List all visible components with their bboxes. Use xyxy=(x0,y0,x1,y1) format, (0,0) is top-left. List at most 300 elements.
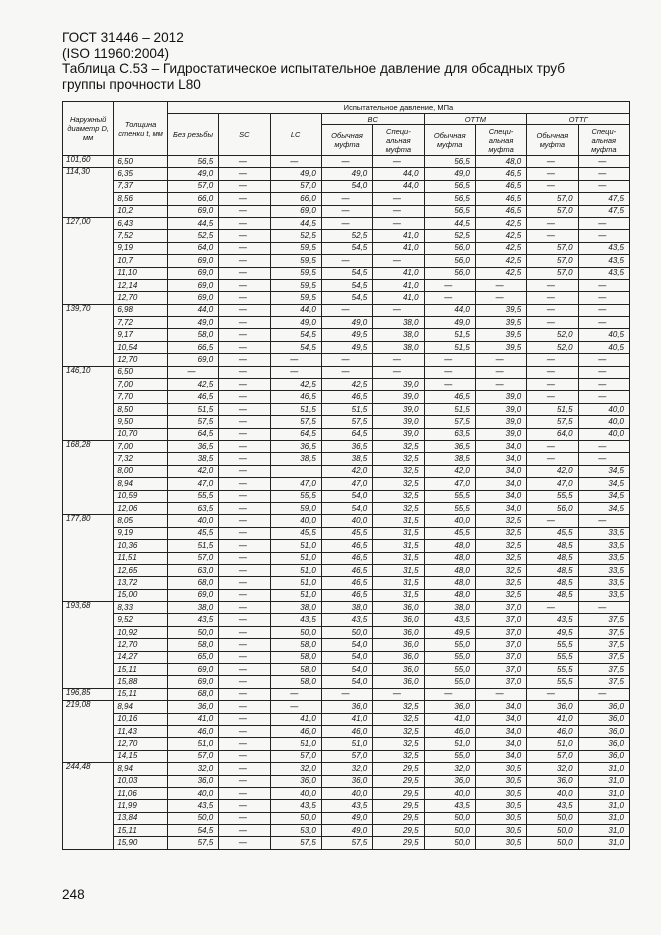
pressure-cell: 43,5 xyxy=(527,800,578,812)
pressure-cell: — xyxy=(270,366,321,378)
wall-thickness-cell: 6,43 xyxy=(114,217,167,229)
pressure-cell: 43,5 xyxy=(270,800,321,812)
pressure-cell: 59,5 xyxy=(270,242,321,254)
pressure-cell: 38,5 xyxy=(270,453,321,465)
pressure-cell: — xyxy=(219,701,270,713)
pressure-cell: — xyxy=(219,428,270,440)
pressure-cell: — xyxy=(527,279,578,291)
pressure-cell: 44,5 xyxy=(270,217,321,229)
pressure-cell: — xyxy=(578,180,629,192)
pressure-cell: 55,5 xyxy=(527,651,578,663)
pressure-cell: — xyxy=(527,366,578,378)
pressure-cell: 55,5 xyxy=(527,490,578,502)
table-row xyxy=(63,168,630,180)
pressure-cell: 69,0 xyxy=(270,205,321,217)
table-row xyxy=(63,787,630,799)
pressure-cell: 42,5 xyxy=(475,242,526,254)
pressure-cell: 40,0 xyxy=(270,515,321,527)
pressure-cell: — xyxy=(219,242,270,254)
pressure-cell: 41,0 xyxy=(527,713,578,725)
pressure-cell: 58,0 xyxy=(270,651,321,663)
pressure-cell: — xyxy=(527,317,578,329)
table-row xyxy=(63,193,630,205)
pressure-cell: 51,0 xyxy=(424,738,475,750)
pressure-cell: 52,0 xyxy=(527,341,578,353)
pressure-cell: — xyxy=(321,193,372,205)
pressure-cell: — xyxy=(219,255,270,267)
pressure-cell: 37,0 xyxy=(475,626,526,638)
pressure-cell: 38,0 xyxy=(373,341,424,353)
pressure-cell: 57,5 xyxy=(270,416,321,428)
header-bc-special: Специ- альная муфта xyxy=(373,125,424,156)
pressure-cell: 55,0 xyxy=(424,639,475,651)
table-row xyxy=(63,639,630,651)
pressure-cell: — xyxy=(578,156,629,168)
pressure-cell: 44,0 xyxy=(373,180,424,192)
table-row xyxy=(63,602,630,614)
wall-thickness-cell: 15,00 xyxy=(114,589,167,601)
pressure-cell: 50,0 xyxy=(270,626,321,638)
pressure-cell: — xyxy=(321,304,372,316)
pressure-cell: 51,5 xyxy=(424,403,475,415)
pressure-cell: 29,5 xyxy=(373,837,424,849)
pressure-cell: 46,5 xyxy=(475,168,526,180)
pressure-cell: 43,5 xyxy=(167,800,218,812)
table-row xyxy=(63,750,630,762)
pressure-cell: 64,5 xyxy=(321,428,372,440)
pressure-cell: 57,0 xyxy=(527,205,578,217)
wall-thickness-cell: 7,72 xyxy=(114,317,167,329)
table-row xyxy=(63,416,630,428)
pressure-cell: — xyxy=(527,602,578,614)
table-row xyxy=(63,478,630,490)
pressure-cell: 49,0 xyxy=(321,825,372,837)
pressure-cell: 49,0 xyxy=(424,168,475,180)
pressure-cell: 51,0 xyxy=(270,577,321,589)
wall-thickness-cell: 9,19 xyxy=(114,242,167,254)
pressure-cell: 54,0 xyxy=(321,490,372,502)
pressure-cell: 47,0 xyxy=(527,478,578,490)
pressure-cell: 39,0 xyxy=(475,403,526,415)
pressure-cell: 30,5 xyxy=(475,787,526,799)
pressure-cell: 29,5 xyxy=(373,775,424,787)
pressure-cell: 32,0 xyxy=(527,763,578,775)
table-row xyxy=(63,763,630,775)
pressure-cell: 42,5 xyxy=(321,379,372,391)
pressure-cell: 34,0 xyxy=(475,713,526,725)
pressure-cell: 43,5 xyxy=(167,614,218,626)
pressure-cell: 36,5 xyxy=(167,440,218,452)
pressure-cell: 65,0 xyxy=(167,651,218,663)
pressure-cell: — xyxy=(219,800,270,812)
pressure-cell: 55,0 xyxy=(424,750,475,762)
table-row xyxy=(63,465,630,477)
pressure-cell: — xyxy=(527,217,578,229)
pressure-cell: — xyxy=(219,614,270,626)
pressure-cell: 47,0 xyxy=(321,478,372,490)
pressure-cell: 52,5 xyxy=(321,230,372,242)
pressure-cell: 40,0 xyxy=(578,416,629,428)
pressure-cell: 69,0 xyxy=(167,292,218,304)
wall-thickness-cell: 10,70 xyxy=(114,428,167,440)
pressure-cell: 32,5 xyxy=(475,589,526,601)
pressure-cell: 49,5 xyxy=(321,329,372,341)
table-row xyxy=(63,626,630,638)
pressure-cell: 31,0 xyxy=(578,800,629,812)
pressure-cell: 52,5 xyxy=(424,230,475,242)
pressure-cell: 36,0 xyxy=(527,775,578,787)
pressure-cell: 66,0 xyxy=(167,193,218,205)
pressure-cell: — xyxy=(219,230,270,242)
pressure-cell: 52,5 xyxy=(167,230,218,242)
pressure-cell: 32,5 xyxy=(373,750,424,762)
pressure-cell: 36,0 xyxy=(578,701,629,713)
pressure-cell: 45,5 xyxy=(527,527,578,539)
header-bc-regular: Обычная муфта xyxy=(321,125,372,156)
pressure-cell: 31,5 xyxy=(373,577,424,589)
header-ottg-regular: Обычная муфта xyxy=(527,125,578,156)
table-row xyxy=(63,242,630,254)
wall-thickness-cell: 12,70 xyxy=(114,738,167,750)
table-row xyxy=(63,812,630,824)
pressure-cell: 41,0 xyxy=(373,267,424,279)
pressure-cell: 64,5 xyxy=(167,428,218,440)
pressure-cell: 40,0 xyxy=(321,787,372,799)
pressure-cell: 50,0 xyxy=(167,626,218,638)
pressure-cell: — xyxy=(475,366,526,378)
pressure-cell: 43,5 xyxy=(424,614,475,626)
pressure-cell: 57,0 xyxy=(321,750,372,762)
pressure-cell: 46,5 xyxy=(167,391,218,403)
pressure-cell: 57,5 xyxy=(321,837,372,849)
wall-thickness-cell: 7,00 xyxy=(114,440,167,452)
pressure-cell: 58,0 xyxy=(270,676,321,688)
wall-thickness-cell: 8,94 xyxy=(114,478,167,490)
diameter-cell: 168,28 xyxy=(63,440,114,514)
pressure-cell: — xyxy=(219,527,270,539)
pressure-cell: — xyxy=(219,478,270,490)
pressure-cell: 30,5 xyxy=(475,775,526,787)
pressure-cell: — xyxy=(167,366,218,378)
pressure-cell: 55,0 xyxy=(424,664,475,676)
pressure-cell: 51,0 xyxy=(270,564,321,576)
pressure-cell: 55,5 xyxy=(527,664,578,676)
pressure-cell: — xyxy=(373,255,424,267)
pressure-cell: — xyxy=(219,763,270,775)
pressure-cell: 31,0 xyxy=(578,787,629,799)
pressure-cell: 37,0 xyxy=(475,651,526,663)
pressure-cell: 51,5 xyxy=(424,341,475,353)
pressure-cell: 63,5 xyxy=(167,502,218,514)
pressure-cell: 38,0 xyxy=(373,329,424,341)
pressure-cell: 37,5 xyxy=(578,639,629,651)
table-row xyxy=(63,205,630,217)
pressure-cell: — xyxy=(373,304,424,316)
pressure-cell: 49,0 xyxy=(167,317,218,329)
pressure-cell: 43,5 xyxy=(527,614,578,626)
pressure-cell: 37,5 xyxy=(578,626,629,638)
wall-thickness-cell: 9,19 xyxy=(114,527,167,539)
pressure-cell: — xyxy=(373,354,424,366)
iso-reference: (ISO 11960:2004) xyxy=(62,45,170,61)
pressure-cell: 45,5 xyxy=(424,527,475,539)
pressure-cell: 57,0 xyxy=(167,552,218,564)
pressure-cell: 57,0 xyxy=(527,267,578,279)
pressure-cell: — xyxy=(219,602,270,614)
diameter-cell: 114,30 xyxy=(63,168,114,218)
pressure-cell: 68,0 xyxy=(167,577,218,589)
pressure-cell: 34,0 xyxy=(475,465,526,477)
pressure-cell: 59,5 xyxy=(270,255,321,267)
pressure-cell: — xyxy=(578,440,629,452)
pressure-cell: — xyxy=(578,391,629,403)
pressure-cell: 32,5 xyxy=(475,552,526,564)
pressure-cell: — xyxy=(373,156,424,168)
pressure-cell: — xyxy=(578,304,629,316)
diameter-cell: 127,00 xyxy=(63,217,114,304)
pressure-cell: 57,0 xyxy=(270,180,321,192)
pressure-cell: 34,5 xyxy=(578,478,629,490)
wall-thickness-cell: 10,2 xyxy=(114,205,167,217)
wall-thickness-cell: 8,94 xyxy=(114,763,167,775)
pressure-cell: — xyxy=(219,366,270,378)
table-row xyxy=(63,379,630,391)
table-row xyxy=(63,725,630,737)
pressure-cell: 42,5 xyxy=(167,379,218,391)
pressure-cell: 36,0 xyxy=(578,725,629,737)
pressure-cell: 34,0 xyxy=(475,453,526,465)
pressure-cell: 34,0 xyxy=(475,502,526,514)
table-row xyxy=(63,341,630,353)
pressure-cell: 50,0 xyxy=(424,812,475,824)
pressure-cell: 36,0 xyxy=(373,664,424,676)
pressure-cell: 30,5 xyxy=(475,763,526,775)
table-row xyxy=(63,255,630,267)
table-row xyxy=(63,230,630,242)
pressure-cell: 59,5 xyxy=(270,279,321,291)
pressure-cell: 45,5 xyxy=(167,527,218,539)
pressure-cell: 44,0 xyxy=(424,304,475,316)
pressure-cell: 41,0 xyxy=(373,242,424,254)
pressure-cell: 31,0 xyxy=(578,825,629,837)
pressure-cell: 48,5 xyxy=(527,577,578,589)
pressure-cell: — xyxy=(219,379,270,391)
pressure-cell: 40,0 xyxy=(578,428,629,440)
pressure-cell: — xyxy=(578,217,629,229)
wall-thickness-cell: 15,11 xyxy=(114,664,167,676)
pressure-cell: 41,0 xyxy=(373,292,424,304)
pressure-cell: 46,5 xyxy=(321,391,372,403)
pressure-cell: 46,0 xyxy=(167,725,218,737)
pressure-cell: — xyxy=(578,515,629,527)
pressure-cell: — xyxy=(219,156,270,168)
pressure-cell: 33,5 xyxy=(578,564,629,576)
pressure-cell: — xyxy=(527,168,578,180)
pressure-cell: 66,0 xyxy=(270,193,321,205)
pressure-cell: 34,5 xyxy=(578,465,629,477)
pressure-cell: 32,5 xyxy=(373,465,424,477)
wall-thickness-cell: 10,59 xyxy=(114,490,167,502)
pressure-cell: 44,5 xyxy=(424,217,475,229)
pressure-cell: — xyxy=(219,193,270,205)
pressure-cell: 38,5 xyxy=(424,453,475,465)
table-row xyxy=(63,267,630,279)
pressure-cell: 36,0 xyxy=(373,614,424,626)
pressure-cell: — xyxy=(578,453,629,465)
pressure-cell: 39,0 xyxy=(373,403,424,415)
pressure-cell: 49,0 xyxy=(321,812,372,824)
pressure-cell: — xyxy=(219,639,270,651)
pressure-cell: 59,5 xyxy=(270,292,321,304)
diameter-cell: 219,08 xyxy=(63,701,114,763)
diameter-cell: 193,68 xyxy=(63,602,114,689)
pressure-cell: 38,0 xyxy=(321,602,372,614)
wall-thickness-cell: 12,70 xyxy=(114,639,167,651)
pressure-cell: — xyxy=(219,589,270,601)
pressure-cell: — xyxy=(578,279,629,291)
wall-thickness-cell: 8,00 xyxy=(114,465,167,477)
table-row xyxy=(63,366,630,378)
pressure-cell: — xyxy=(219,787,270,799)
pressure-cell: 46,5 xyxy=(321,540,372,552)
pressure-cell: 57,0 xyxy=(527,750,578,762)
pressure-cell: 49,0 xyxy=(270,317,321,329)
pressure-cell: 48,5 xyxy=(527,540,578,552)
pressure-cell: 36,0 xyxy=(373,626,424,638)
pressure-cell: 46,5 xyxy=(475,180,526,192)
pressure-cell: — xyxy=(219,341,270,353)
pressure-cell: 49,5 xyxy=(321,341,372,353)
pressure-cell: 39,0 xyxy=(475,428,526,440)
pressure-cell: — xyxy=(219,812,270,824)
pressure-cell: 31,5 xyxy=(373,552,424,564)
pressure-cell: 49,0 xyxy=(270,168,321,180)
table-row xyxy=(63,651,630,663)
pressure-cell: 42,0 xyxy=(527,465,578,477)
pressure-cell: 40,0 xyxy=(167,787,218,799)
pressure-cell: 46,5 xyxy=(475,193,526,205)
pressure-cell: — xyxy=(219,725,270,737)
table-row xyxy=(63,701,630,713)
pressure-cell: 54,5 xyxy=(270,329,321,341)
pressure-cell: 50,0 xyxy=(167,812,218,824)
pressure-cell: 50,0 xyxy=(321,626,372,638)
wall-thickness-cell: 8,05 xyxy=(114,515,167,527)
table-row xyxy=(63,564,630,576)
pressure-cell: 32,5 xyxy=(475,527,526,539)
pressure-cell: 58,0 xyxy=(167,639,218,651)
pressure-cell: 46,5 xyxy=(321,577,372,589)
table-row xyxy=(63,317,630,329)
pressure-cell: — xyxy=(424,366,475,378)
wall-thickness-cell: 6,35 xyxy=(114,168,167,180)
pressure-cell: 37,5 xyxy=(578,664,629,676)
pressure-cell: — xyxy=(219,713,270,725)
pressure-cell: 51,0 xyxy=(270,589,321,601)
wall-thickness-cell: 8,50 xyxy=(114,403,167,415)
pressure-cell: 55,5 xyxy=(424,490,475,502)
pressure-cell: — xyxy=(219,416,270,428)
pressure-cell: 36,0 xyxy=(578,750,629,762)
pressure-cell: — xyxy=(219,688,270,700)
table-row xyxy=(63,180,630,192)
pressure-cell: 57,0 xyxy=(167,750,218,762)
table-row xyxy=(63,292,630,304)
pressure-cell: 31,5 xyxy=(373,515,424,527)
pressure-cell: — xyxy=(219,540,270,552)
header-diameter: Наружный диаметр D, мм xyxy=(63,102,114,156)
pressure-cell: 69,0 xyxy=(167,267,218,279)
pressure-cell: 38,0 xyxy=(373,317,424,329)
wall-thickness-cell: 9,17 xyxy=(114,329,167,341)
diameter-cell: 139,70 xyxy=(63,304,114,366)
pressure-cell: 32,0 xyxy=(321,763,372,775)
pressure-cell: 34,0 xyxy=(475,750,526,762)
pressure-cell: 36,0 xyxy=(424,701,475,713)
pressure-cell: 46,0 xyxy=(321,725,372,737)
pressure-cell: 31,5 xyxy=(373,564,424,576)
pressure-cell: 48,0 xyxy=(424,552,475,564)
pressure-cell: 69,0 xyxy=(167,676,218,688)
page-header xyxy=(62,30,622,92)
pressure-cell: 54,5 xyxy=(321,242,372,254)
diameter-cell: 244,48 xyxy=(63,763,114,850)
pressure-cell: 32,0 xyxy=(424,763,475,775)
pressure-cell: 32,5 xyxy=(475,540,526,552)
pressure-cell: — xyxy=(219,329,270,341)
pressure-cell: 36,0 xyxy=(167,701,218,713)
pressure-cell: 36,0 xyxy=(321,701,372,713)
pressure-cell: 54,5 xyxy=(167,825,218,837)
pressure-cell: 30,5 xyxy=(475,825,526,837)
pressure-cell: 40,0 xyxy=(321,515,372,527)
pressure-cell: 49,5 xyxy=(527,626,578,638)
pressure-cell: 37,0 xyxy=(475,676,526,688)
wall-thickness-cell: 11,06 xyxy=(114,787,167,799)
pressure-cell: 69,0 xyxy=(167,589,218,601)
pressure-cell: 56,0 xyxy=(424,255,475,267)
wall-thickness-cell: 7,00 xyxy=(114,379,167,391)
pressure-cell: 42,5 xyxy=(270,379,321,391)
pressure-cell: 56,5 xyxy=(424,156,475,168)
table-row xyxy=(63,589,630,601)
pressure-cell: 39,5 xyxy=(475,329,526,341)
pressure-cell: 37,0 xyxy=(475,602,526,614)
pressure-cell: 48,0 xyxy=(475,156,526,168)
wall-thickness-cell: 12,70 xyxy=(114,354,167,366)
table-row xyxy=(63,440,630,452)
pressure-cell: 50,0 xyxy=(424,825,475,837)
pressure-cell: 47,0 xyxy=(270,478,321,490)
pressure-cell: — xyxy=(321,354,372,366)
pressure-cell: 51,0 xyxy=(270,552,321,564)
pressure-cell: 38,0 xyxy=(167,602,218,614)
pressure-cell: 51,0 xyxy=(270,738,321,750)
pressure-cell: — xyxy=(424,379,475,391)
pressure-cell: — xyxy=(527,379,578,391)
header-ottg: ОТТГ xyxy=(527,114,630,125)
pressure-cell: 40,0 xyxy=(527,787,578,799)
pressure-cell: 32,5 xyxy=(373,502,424,514)
pressure-cell: 54,0 xyxy=(321,502,372,514)
pressure-cell: 51,0 xyxy=(167,738,218,750)
pressure-cell: 36,0 xyxy=(373,651,424,663)
pressure-cell: — xyxy=(219,391,270,403)
pressure-cell: 40,0 xyxy=(424,515,475,527)
pressure-cell: 57,0 xyxy=(270,750,321,762)
table-row xyxy=(63,688,630,700)
pressure-cell: 46,0 xyxy=(527,725,578,737)
